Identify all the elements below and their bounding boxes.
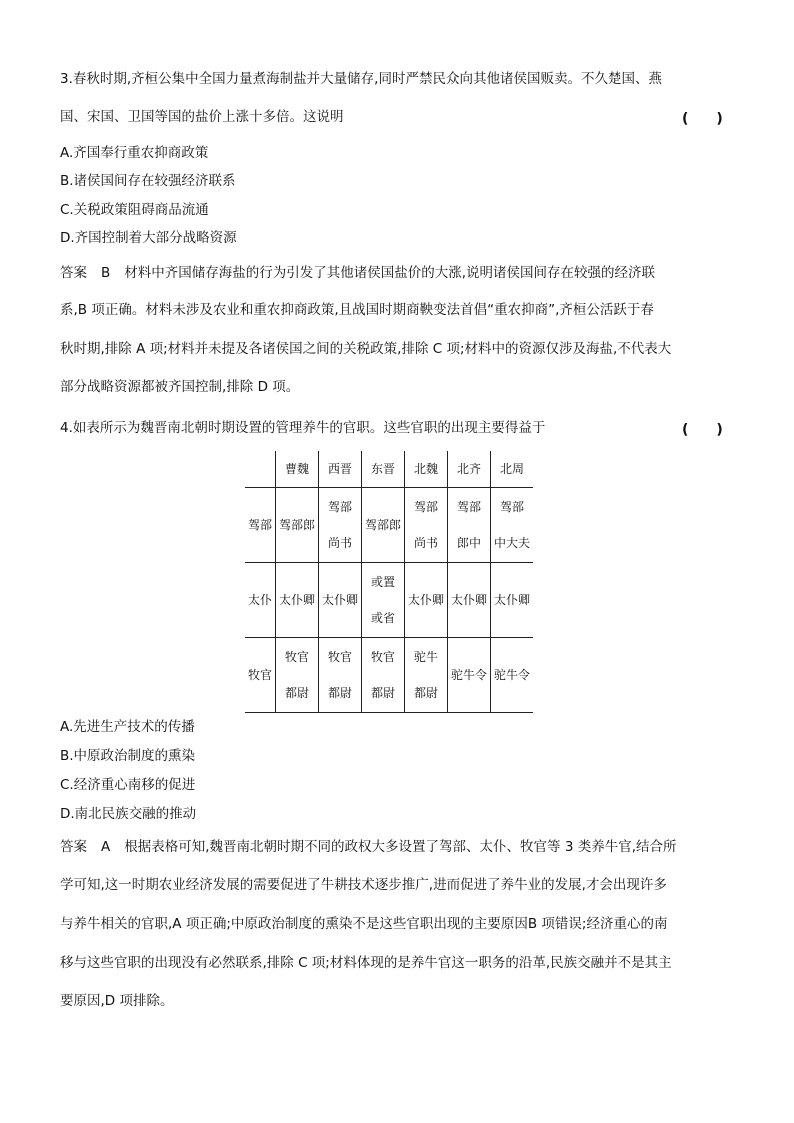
table-cell: 驾部 尚书 — [405, 488, 448, 563]
table-cell: 驼牛令 — [448, 638, 491, 713]
q3-answer-key: B — [101, 265, 111, 281]
q3-option-b: B.诸侯国间存在较强经济联系 — [60, 173, 236, 189]
table-cell: 牧官 — [245, 638, 276, 713]
table-header-cell: 曹魏 — [276, 451, 319, 488]
q3-answer-label: 答案 — [60, 265, 87, 281]
q4-option-d: D.南北民族交融的推动 — [60, 806, 197, 822]
table-header-row — [245, 451, 533, 488]
q3-explanation-3: 秋时期,排除 A 项;材料并未提及各诸侯国之间的关税政策,排除 C 项;材料中的资源仅涉及海盐,不代表大 — [60, 341, 672, 357]
table-row — [245, 563, 533, 638]
officials-table — [245, 451, 533, 713]
table-cell: 太仆卿 — [405, 563, 448, 638]
table-cell: 太仆卿 — [491, 563, 534, 638]
q4-explanation-5: 要原因,D 项排除。 — [60, 993, 174, 1009]
table-header-cell: 东晋 — [362, 451, 405, 488]
table-row — [245, 488, 533, 563]
table-cell: 驾部 尚书 — [319, 488, 362, 563]
q4-explanation-2: 学可知,这一时期农业经济发展的需要促进了牛耕技术逐步推广,进而促进了养牛业的发展,才会出现许多 — [60, 877, 667, 893]
q3-stem-line1: 3.春秋时期,齐桓公集中全国力量煮海制盐并大量储存,同时严禁民众向其他诸侯国贩卖。不久楚国、燕 — [60, 71, 662, 87]
table-cell: 牧官 都尉 — [362, 638, 405, 713]
table-cell: 驼牛 都尉 — [405, 638, 448, 713]
q3-option-c: C.关税政策阻碍商品流通 — [60, 202, 209, 218]
q4-option-c: C.经济重心南移的促进 — [60, 777, 196, 793]
table-cell: 驾部郎 — [362, 488, 405, 563]
table-cell: 太仆卿 — [448, 563, 491, 638]
q3-stem-line2: 国、宋国、卫国等国的盐价上涨十多倍。这说明 — [60, 109, 344, 125]
q3-answer-line1 — [60, 264, 730, 282]
q4-answer-paren: ( ) — [682, 422, 723, 438]
q3-explanation-1: 材料中齐国储存海盐的行为引发了其他诸侯国盐价的大涨,说明诸侯国间存在较强的经济联 — [124, 265, 656, 281]
table-cell: 驾部 中大夫 — [491, 488, 534, 563]
q3-option-d: D.齐国控制着大部分战略资源 — [60, 230, 237, 246]
table-row — [245, 638, 533, 713]
table-header-cell: 西晋 — [319, 451, 362, 488]
q4-answer-label: 答案 — [60, 839, 87, 855]
table-cell: 牧官 都尉 — [319, 638, 362, 713]
q4-explanation-4: 移与这些官职的出现没有必然联系,排除 C 项;材料体现的是养牛官这一职务的沿革,民族交融并不是其主 — [60, 955, 672, 971]
q4-answer-line1 — [60, 838, 730, 856]
q4-stem-line1: 4.如表所示为魏晋南北朝时期设置的管理养牛的官职。这些官职的出现主要得益于 — [60, 420, 546, 436]
table-cell: 太仆卿 — [319, 563, 362, 638]
q4-explanation-1: 根据表格可知,魏晋南北朝时期不同的政权大多设置了驾部、太仆、牧官等 3 类养牛官,结合所 — [124, 839, 677, 855]
q3-option-a: A.齐国奉行重农抑商政策 — [60, 145, 209, 161]
q4-option-b: B.中原政治制度的熏染 — [60, 748, 196, 764]
table-header-cell: 北齐 — [448, 451, 491, 488]
table-cell: 或置 或省 — [362, 563, 405, 638]
q4-explanation-3: 与养牛相关的官职,A 项正确;中原政治制度的熏染不是这些官职出现的主要原因B 项错误;经济重心的南 — [60, 916, 668, 932]
table-header-cell — [245, 451, 276, 488]
q3-explanation-4: 部分战略资源都被齐国控制,排除 D 项。 — [60, 379, 300, 395]
table-cell: 驾部 — [245, 488, 276, 563]
table-header-cell: 北魏 — [405, 451, 448, 488]
table-cell: 驾部郎 — [276, 488, 319, 563]
table-cell: 太仆卿 — [276, 563, 319, 638]
q4-answer-key: A — [101, 839, 111, 855]
table-cell: 牧官 都尉 — [276, 638, 319, 713]
q3-explanation-2: 系,B 项正确。材料未涉及农业和重农抑商政策,且战国时期商鞅变法首倡“重农抑商”,齐桓公活跃于春 — [60, 302, 654, 318]
q4-option-a: A.先进生产技术的传播 — [60, 719, 195, 735]
table-cell: 驾部 郎中 — [448, 488, 491, 563]
table-header-cell: 北周 — [491, 451, 534, 488]
table-cell: 驼牛令 — [491, 638, 534, 713]
table-cell: 太仆 — [245, 563, 276, 638]
q3-answer-paren: ( ) — [682, 111, 723, 127]
